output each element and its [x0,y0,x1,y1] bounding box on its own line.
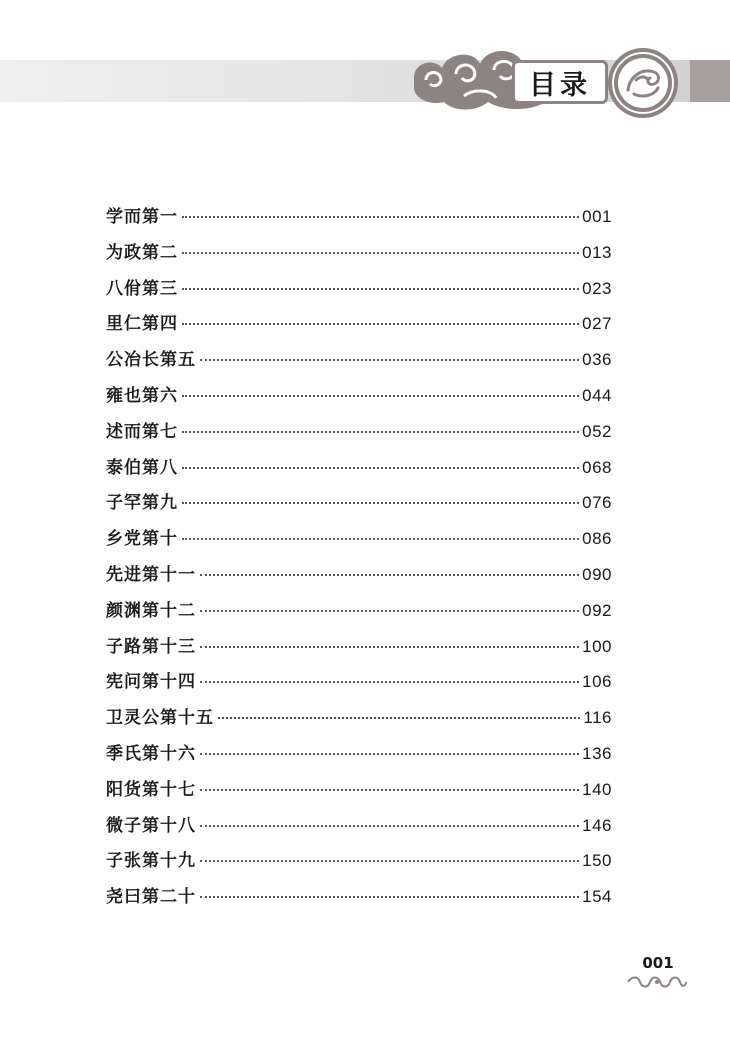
toc-entry-page: 090 [582,564,612,584]
dot-leader [182,538,579,540]
toc-entry[interactable] [106,524,612,560]
toc-entry-page: 001 [582,207,612,226]
toc-entry-page: 092 [582,600,612,620]
dot-leader [182,288,579,290]
toc-entry-page: 023 [582,278,612,298]
dot-leader [200,574,579,576]
toc-entry-title: 泰伯第八 [106,457,178,478]
page-title: 目录 [529,69,591,101]
page-number: 001 [642,954,674,972]
toc-entry[interactable] [106,846,612,882]
toc-entry-title: 学而第一 [106,207,178,227]
toc-entry-title: 阳货第十七 [106,779,196,800]
dot-leader [200,896,579,898]
toc-entry-page: 136 [582,743,612,763]
dot-leader [218,717,580,719]
dot-leader [182,252,579,254]
medallion-emblem-icon [606,46,680,120]
dot-leader [182,502,579,504]
toc-entry-title: 颜渊第十二 [106,600,196,621]
toc-entry-page: 100 [582,636,612,656]
toc-entry-title: 雍也第六 [106,385,178,406]
toc-entry-page: 154 [582,887,612,907]
toc-entry-title: 宪问第十四 [106,672,196,693]
dot-leader [200,860,579,862]
toc-entry[interactable] [106,703,612,739]
dot-leader [182,395,579,397]
toc-entry-title: 子路第十三 [106,636,196,657]
toc-entry[interactable] [106,381,612,417]
toc-entry[interactable] [106,309,612,345]
toc-entry-page: 116 [583,708,612,728]
toc-entry[interactable] [106,811,612,847]
dot-leader [182,431,579,433]
toc-entry-title: 尧曰第二十 [106,887,196,908]
toc-entry-title: 季氏第十六 [106,743,196,764]
toc-entry-title: 述而第七 [106,421,178,442]
toc-entry-page: 150 [582,851,612,871]
toc-entry-title: 公冶长第五 [106,350,196,371]
toc-entry-title: 微子第十八 [106,815,196,836]
toc-entry-page: 013 [582,242,612,262]
toc-entry[interactable] [106,632,612,668]
toc-entry-page: 106 [582,672,612,692]
footer-ornament-icon [626,974,688,990]
header-right-band [690,60,730,102]
title-plaque [512,60,608,104]
toc-entry-title: 子张第十九 [106,851,196,872]
toc-entry[interactable] [106,667,612,703]
toc-entry-title: 乡党第十 [106,529,178,550]
toc-entry-title: 为政第二 [106,242,178,263]
toc-entry[interactable] [106,238,612,274]
dot-leader [200,359,579,361]
dot-leader [200,753,579,755]
dot-leader [200,610,579,612]
toc-entry-title: 子罕第九 [106,493,178,514]
toc-entry[interactable] [106,775,612,811]
toc-entry[interactable] [106,739,612,775]
toc-entry-page: 068 [582,457,612,477]
toc-entry-page: 076 [582,493,612,513]
toc-entry[interactable] [106,596,612,632]
toc-entry-page: 140 [582,779,612,799]
toc-entry-page: 044 [582,385,612,405]
toc-entry[interactable] [106,560,612,596]
toc-entry[interactable] [106,453,612,489]
toc-entry[interactable] [106,345,612,381]
toc-entry[interactable] [106,488,612,524]
toc-entry-page: 086 [582,529,612,549]
toc-entry[interactable] [106,417,612,453]
dot-leader [182,467,579,469]
toc-entry-page: 052 [582,421,612,441]
dot-leader [200,825,579,827]
dot-leader [182,216,579,218]
toc-entry-page: 146 [582,815,612,835]
dot-leader [200,789,579,791]
toc-entry[interactable] [106,202,612,238]
toc-entry-page: 027 [582,314,612,334]
dot-leader [200,646,579,648]
toc-entry[interactable] [106,274,612,310]
toc-entry-title: 里仁第四 [106,314,178,335]
toc-entry-title: 先进第十一 [106,564,196,585]
toc-entry-page: 036 [582,350,612,370]
toc-entry-title: 卫灵公第十五 [106,708,214,729]
toc-entry-title: 八佾第三 [106,278,178,299]
table-of-contents [106,202,612,918]
dot-leader [200,681,579,683]
toc-entry[interactable] [106,882,612,918]
dot-leader [182,323,579,325]
